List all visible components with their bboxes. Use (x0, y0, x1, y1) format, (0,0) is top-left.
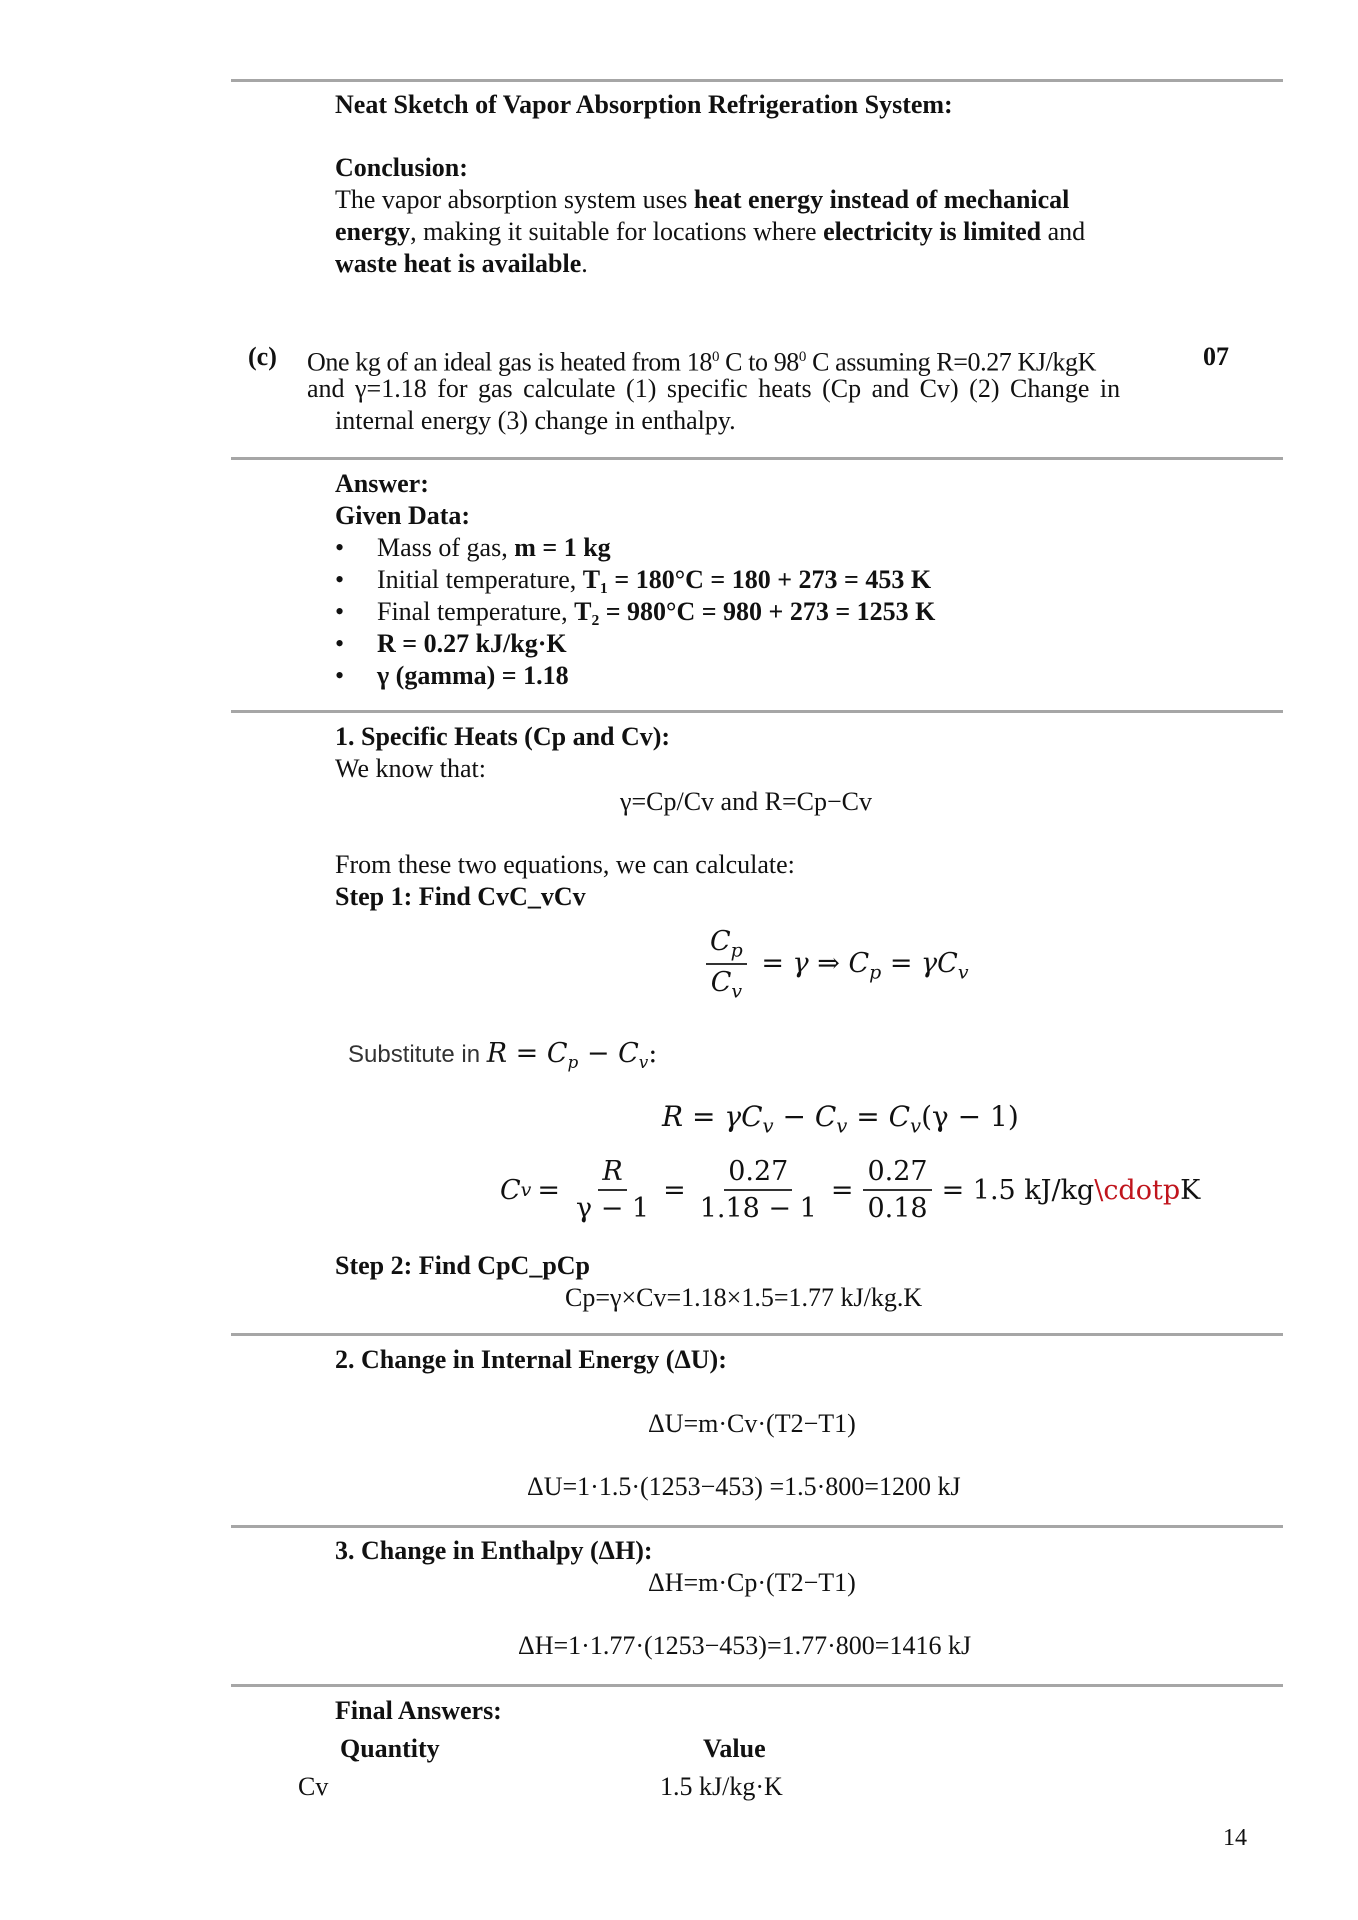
math-symbol: C (500, 1174, 521, 1206)
math-subscript: p (869, 961, 882, 984)
item-value: γ (gamma) = 1.18 (377, 661, 569, 690)
equation-cv-value (500, 1156, 1200, 1224)
conclusion-text: and (1041, 217, 1086, 246)
part2-heading: 2. Change in Internal Energy (ΔU): (335, 1345, 727, 1374)
equals-sign: = (830, 1174, 854, 1206)
conclusion-emphasis: electricity is limited (823, 217, 1042, 246)
degree-superscript: 0 (798, 349, 807, 365)
degree-superscript: 0 (711, 349, 720, 365)
part1-intro: We know that: (335, 754, 486, 783)
part1-from: From these two equations, we can calculate: (335, 850, 795, 879)
math-text: = C (847, 1100, 911, 1133)
part3-formula: ΔH=m·Cp·(T2−T1) (648, 1568, 856, 1597)
table-header-quantity: Quantity (340, 1734, 440, 1763)
math-text: = γC (881, 947, 958, 979)
equals-sign: = (537, 1174, 560, 1206)
conclusion-emphasis: waste heat is available (335, 249, 582, 278)
divider (231, 1333, 1283, 1336)
math-subscript: v (638, 1051, 649, 1072)
question-label: (c) (248, 342, 277, 371)
item-label: Mass of gas, (377, 533, 515, 562)
item-value: R = 0.27 kJ/kg·K (377, 629, 567, 658)
math-text: R = C (486, 1038, 568, 1069)
divider (231, 79, 1283, 82)
question-marks: 07 (1203, 342, 1229, 371)
math-result: = 1.5 kJ/kg (941, 1174, 1095, 1206)
list-item (335, 596, 935, 628)
math-subscript: v (762, 1114, 774, 1138)
math-text: : (648, 1038, 658, 1069)
cp-equation: Cp=γ×Cv=1.18×1.5=1.77 kJ/kg.K (565, 1283, 923, 1312)
conclusion-text: , making it suitable for locations where (410, 217, 824, 246)
step1-heading: Step 1: Find CvC_vCv (335, 882, 586, 911)
question-text: One kg of an ideal gas is heated from 18 (307, 347, 712, 377)
conclusion-text: The vapor absorption system uses (335, 185, 694, 214)
step2-heading: Step 2: Find CpC_pCp (335, 1251, 591, 1280)
math-subscript: v (957, 961, 969, 984)
equals-sign: = (663, 1174, 686, 1206)
item-label: Final temperature, (377, 597, 575, 626)
math-text: (γ − 1) (921, 1100, 1019, 1133)
conclusion-emphasis: energy (335, 217, 411, 246)
math-text: − C (578, 1038, 639, 1069)
conclusion-line-3 (335, 248, 588, 280)
equation-r-cv (662, 1100, 1019, 1138)
equation-cp-gamma (700, 926, 969, 1003)
table-cell-quantity: Cv (298, 1772, 329, 1801)
numerator: 0.27 (863, 1156, 931, 1191)
part1-relation: γ=Cp/Cv and R=Cp−Cv (620, 787, 872, 816)
question-line-3: internal energy (3) change in enthalpy. (335, 406, 736, 435)
list-item (335, 564, 935, 596)
math-subscript: p (567, 1051, 579, 1072)
list-item (335, 660, 935, 692)
numerator: 0.27 (724, 1156, 792, 1191)
fraction (696, 1156, 821, 1224)
item-value: T₁ = 180°C = 180 + 273 = 453 K (582, 565, 932, 594)
question-line-2: and γ=1.18 for gas calculate (1) specific heats (Cp and Cv) (2) Change in (307, 374, 1121, 403)
fraction (572, 1156, 653, 1224)
substitute-line (348, 1038, 657, 1072)
part2-calc: ΔU=1·1.5·(1253−453) =1.5·800=1200 kJ (527, 1472, 961, 1501)
math-text: K (1180, 1174, 1201, 1206)
table-header-value: Value (703, 1734, 766, 1763)
divider (231, 1684, 1283, 1687)
conclusion-emphasis: heat energy instead of mechanical (693, 185, 1070, 214)
sketch-heading: Neat Sketch of Vapor Absorption Refrigeration System: (335, 90, 953, 119)
fraction (863, 1156, 931, 1224)
numerator: R (598, 1156, 626, 1191)
denominator: 1.18 − 1 (699, 1193, 817, 1224)
item-value: m = 1 kg (514, 533, 611, 562)
answer-heading: Answer: (335, 469, 429, 498)
part1-heading: 1. Specific Heats (Cp and Cv): (335, 722, 671, 751)
part3-heading: 3. Change in Enthalpy (ΔH): (335, 1536, 653, 1565)
latex-error-text: \cdotp (1094, 1174, 1181, 1206)
denominator: 0.18 (867, 1193, 928, 1224)
math-subscript: p (730, 939, 743, 962)
part3-calc: ΔH=1·1.77·(1253−453)=1.77·800=1416 kJ (518, 1631, 972, 1660)
question-text: C to 98 (719, 347, 799, 377)
table-cell-value: 1.5 kJ/kg·K (660, 1772, 783, 1801)
math-text: − C (773, 1100, 837, 1133)
math-text: = γ ⇒ C (752, 947, 870, 979)
item-value: T₂ = 980°C = 980 + 273 = 1253 K (574, 597, 936, 626)
given-data-list (335, 532, 935, 692)
question-text: C assuming R=0.27 KJ/kgK (806, 347, 1096, 377)
denominator: γ − 1 (575, 1193, 650, 1224)
final-answers-heading: Final Answers: (335, 1696, 502, 1725)
item-label: Initial temperature, (377, 565, 583, 594)
divider (231, 457, 1283, 460)
conclusion-line-2 (335, 216, 1085, 248)
page-number: 14 (1223, 1825, 1247, 1851)
math-subscript: v (731, 980, 743, 1003)
math-symbol: C (710, 967, 732, 999)
list-item (335, 532, 935, 564)
divider (231, 1525, 1283, 1528)
substitute-text: Substitute in (348, 1041, 487, 1068)
math-symbol: C (710, 926, 731, 957)
divider (231, 710, 1283, 713)
fraction (706, 926, 747, 1003)
list-item (335, 628, 935, 660)
conclusion-text: . (581, 249, 588, 278)
math-text: R = γC (662, 1100, 763, 1133)
math-subscript: v (520, 1179, 532, 1201)
math-subscript: v (836, 1114, 848, 1138)
conclusion-heading: Conclusion: (335, 153, 468, 182)
conclusion-line-1 (335, 184, 1069, 216)
part2-formula: ΔU=m·Cv·(T2−T1) (648, 1409, 856, 1438)
math-subscript: v (910, 1114, 922, 1138)
given-data-heading: Given Data: (335, 501, 471, 530)
